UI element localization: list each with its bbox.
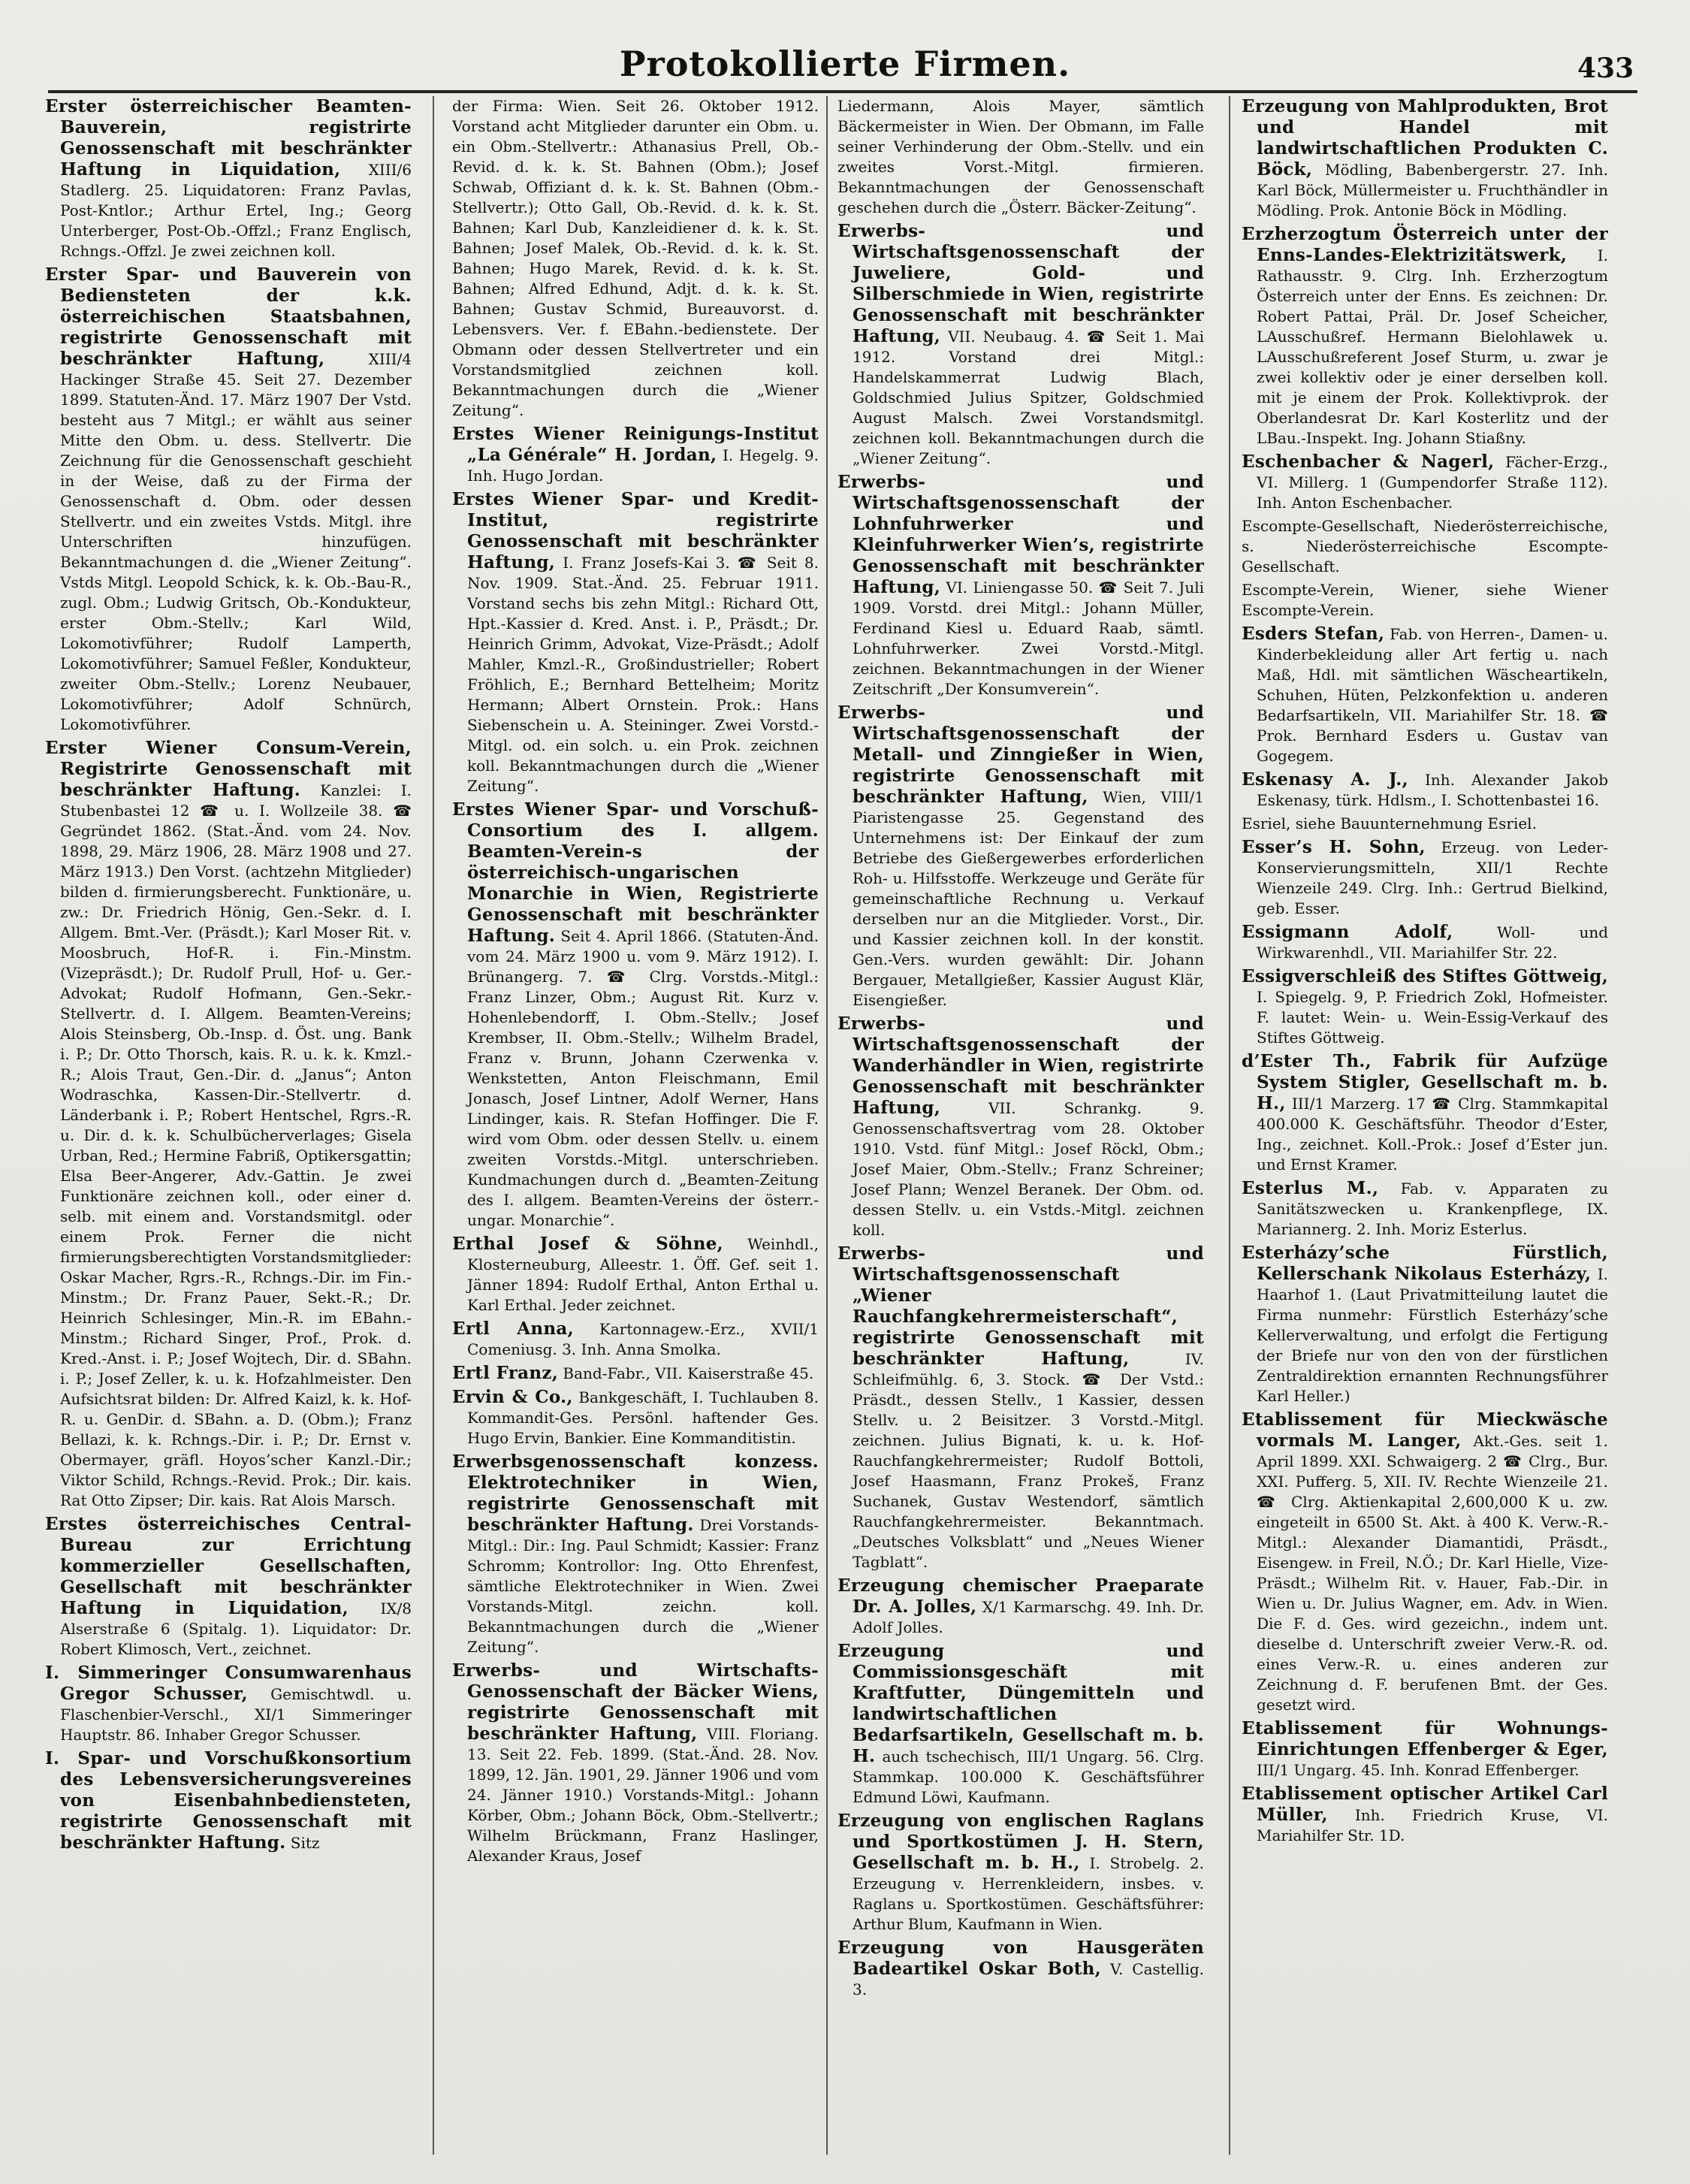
directory-entry xyxy=(837,1641,1204,1808)
firm-details: IV. Schleifmühlg. 6, 3. Stock. ☎ Der Vstd.: Präsdt., dessen Stellv., 1 Kassier, dessen Stellv. u. 2 Beisitzer. 3 Vorstd.-Mitgl. zeichnen. Julius Bignati, k. u. k. Hof-Rauchfangkehrermeister; Rudolf Bottoli, Josef Haasmann, Franz Prokeš, Franz Suchanek, Gustav Westendorf, sämtlich Rauchfangkehrermeister. Bekanntmach. „Deutsches Volksblatt“ und „Neues Wiener Tagblatt“. xyxy=(853,1350,1204,1571)
directory-entry xyxy=(1242,814,1608,834)
page-title: Protokollierte Firmen. xyxy=(619,44,1071,84)
firm-details: VI. Liniengasse 50. ☎ Seit 7. Juli 1909. Vorstd. drei Mitgl.: Johann Müller, Ferdinand Kiesl u. Eduard Raab, sämtl. Lohnfuhrwerker. Zwei Vorstd.-Mitgl. zeichnen. Bekanntmachungen in der Wiener Zeitschrift „Der Konsumverein“. xyxy=(853,578,1204,698)
firm-name: Erster Spar- und Bauverein von Bediensteten der k.k. österreichischen Staatsbahnen, registrirte Genossenschaft mit beschränkter Haftung, xyxy=(45,264,412,369)
directory-entry xyxy=(45,1663,412,1745)
directory-entry xyxy=(1242,1718,1608,1781)
firm-name: I. Simmeringer Consumwarenhaus Gregor Schusser, xyxy=(45,1663,412,1704)
firm-details: VIII. Floriang. 13. Seit 22. Feb. 1899. (Stat.-Änd. 28. Nov. 1899, 12. Jän. 1901, 29. Jänner 1906 und vom 24. Jänner 1910.) Vorstands-Mitgl.: Johann Körber, Obm.; Johann Böck, Obm.-Stellvertr.; Wilhelm Brückmann, Franz Haslinger, Alexander Kraus, Josef xyxy=(467,1725,819,1865)
firm-name: Eskenasy A. J., xyxy=(1242,769,1408,790)
directory-entry xyxy=(1242,1784,1608,1846)
directory-entry xyxy=(45,1514,412,1660)
firm-name: Essigmann Adolf, xyxy=(1242,922,1453,942)
directory-entry xyxy=(837,702,1204,1010)
firm-name: Erthal Josef & Söhne, xyxy=(452,1234,723,1254)
firm-name: Erwerbs- und Wirtschaftsgenossenschaft der Lohnfuhrwerker und Kleinfuhrwerker Wien’s, registrirte Genossenschaft mit beschränkter Haftung, xyxy=(837,472,1204,597)
header-rule xyxy=(48,90,1637,93)
directory-entry xyxy=(452,1451,819,1657)
firm-name: Erster österreichischer Beamten-Bauverein, registrirte Genossenschaft mit beschränkter Haftung in Liquidation, xyxy=(45,96,412,180)
firm-details: XIII/4 Hackinger Straße 45. Seit 27. Dezember 1899. Statuten-Änd. 17. März 1907 Der Vstd. besteht aus 7 Mitgl.; er wählt aus seiner Mitte den Obm. u. dess. Stellvertr. Die Zeichnung für die Genossenschaft geschieht in der Weise, daß zu der Firma der Genossenschaft d. Obm. oder dessen Stellvertr. und ein zweites Vstds. Mitgl. ihre Unterschriften hinzufügen. Bekanntmachungen d. die „Wiener Zeitung“. Vstds Mitgl. Leopold Schick, k. k. Ob.-Bau-R., zugl. Obm.; Ludwig Gritsch, Ob.-Kondukteur, erster Obm.-Stellv.; Karl Wild, Lokomotivführer; Rudolf Lamperth, Lokomotivführer; Samuel Feßler, Kondukteur, zweiter Obm.-Stellv.; Lorenz Neubauer, Lokomotivführer; Adolf Schnürch, Lokomotivführer. xyxy=(60,350,412,733)
directory-entry xyxy=(452,1319,819,1360)
firm-details: Bankgeschäft, I. Tuchlauben 8. Kommandit-Ges. Persönl. haftender Ges. Hugo Ervin, Bankier. Eine Kommanditistin. xyxy=(467,1388,819,1447)
firm-details: Kartonnagew.-Erz., XVII/1 Comeniusg. 3. Inh. Anna Smolka. xyxy=(467,1320,819,1358)
directory-entry xyxy=(837,1575,1204,1638)
firm-details: I. Rathausstr. 9. Clrg. Inh. Erzherzogtum Österreich unter der Enns. Es zeichnen: Dr. Robert Pattai, Präl. Dr. Josef Scheicher, LAusschußref. Hermann Bielohlawek u. LAusschußreferent Josef Sturm, u. zwar je zwei kollektiv oder je einer derselben koll. mit je einem der Prok. Kollektivprok. der Oberlandesrat Dr. Karl Kosterlitz und der LBau.-Inspekt. Ing. Johann Stiaßny. xyxy=(1257,246,1608,447)
directory-entry xyxy=(1242,769,1608,811)
firm-details: X/1 Karmarschg. 49. Inh. Dr. Adolf Jolles. xyxy=(853,1598,1204,1636)
directory-entry xyxy=(837,1811,1204,1935)
firm-details: III/1 Ungarg. 45. Inh. Konrad Effenberger. xyxy=(1257,1761,1580,1779)
firm-details: V. Castellig. 3. xyxy=(853,1960,1204,1998)
column-3 xyxy=(837,96,1204,2155)
firm-details: Fab. von Herren-, Damen- u. Kinderbekleidung aller Art fertig u. nach Maß, Hdl. mit sämtlichen Wäscheartikeln, Schuhen, Hüten, Pelzkonfektion u. anderen Bedarfsartikeln, VII. Mariahilfer Str. 18. ☎ Prok. Bernhard Esders u. Gustav van Gogegem. xyxy=(1257,625,1608,765)
firm-name: Erzeugung und Commissionsgeschäft mit Kraftfutter, Düngemitteln und landwirtschaftlichen Bedarfsartikeln, Gesellschaft m. b. H. xyxy=(837,1641,1204,1766)
firm-name: Ertl Franz, xyxy=(452,1363,559,1383)
firm-details: Fab. v. Apparaten zu Sanitätszwecken u. Krankenpflege, IX. Mariannerg. 2. Inh. Moriz Esterlus. xyxy=(1257,1180,1608,1238)
directory-entry xyxy=(45,1748,412,1853)
directory-entry xyxy=(1242,1051,1608,1175)
firm-details: Liedermann, Alois Mayer, sämtlich Bäckermeister in Wien. Der Obmann, im Falle seiner Verhinderung der Obm.-Stellv. und ein zweites Vorst.-Mitgl. firmieren. Bekanntmachungen der Genossenschaft geschehen durch die „Österr. Bäcker-Zeitung“. xyxy=(837,97,1204,216)
directory-entry xyxy=(45,96,412,261)
directory-entry xyxy=(452,424,819,486)
firm-name: Erwerbs- und Wirtschaftsgenossenschaft der Metall- und Zinngießer in Wien, registrirte Genossenschaft mit beschränkter Haftung, xyxy=(837,702,1204,807)
firm-details: Seit 4. April 1866. (Statuten-Änd. vom 24. März 1900 u. vom 9. März 1912). I. Brünangerg. 7. ☎ Clrg. Vorstds.-Mitgl.: Franz Linzer, Obm.; August Rit. Kurz v. Hohenlebendorff, I. Obm.-Stellv.; Josef Krembser, II. Obm.-Stellv.; Wilhelm Bradel, Franz v. Brunn, Johann Czerwenka v. Wenkstetten, Anton Fleischmann, Emil Jonasch, Josef Lintner, Adolf Werner, Hans Lindinger, kais. R. Stefan Hoffinger. Die F. wird vom Obm. oder dessen Stellv. u. einem zweiten Vorstds.-Mitgl. unterschrieben. Kundmachungen durch d. „Beamten-Zeitung des I. allgem. Beamten-Vereins der österr.-ungar. Monarchie“. xyxy=(467,927,819,1229)
firm-name: Ervin & Co., xyxy=(452,1387,573,1407)
firm-details: VII. Schrankg. 9. Genossenschaftsvertrag vom 28. Oktober 1910. Vstd. fünf Mitgl.: Josef Röckl, Obm.; Josef Maier, Obm.-Stellv.; Franz Schreiner; Josef Plann; Wenzel Beranek. Der Obm. od. dessen Stellv. u. ein Vstds.-Mitgl. zeichnen koll. xyxy=(853,1099,1204,1239)
firm-details: I. Haarhof 1. (Laut Privatmitteilung lautet die Firma nunmehr: Fürstlich Esterházy’sche Kellerverwaltung, und erfolgt die Fertigung der Briefe nur von den von der fürstlichen Zentraldirektion ernannten Rechnungsführer Karl Heller.) xyxy=(1257,1265,1608,1405)
firm-name: Essigverschleiß des Stiftes Göttweig, xyxy=(1242,966,1608,986)
firm-name: d’Ester Th., Fabrik für Aufzüge System Stigler, Gesellschaft m. b. H., xyxy=(1242,1051,1608,1113)
firm-name: Ertl Anna, xyxy=(452,1319,574,1339)
directory-entry xyxy=(452,1387,819,1448)
firm-name: Etablissement für Mieckwäsche vormals M. Langer, xyxy=(1242,1409,1608,1451)
firm-name: Esser’s H. Sohn, xyxy=(1242,837,1426,857)
firm-name: Erstes Wiener Reinigungs-Institut „La Générale“ H. Jordan, xyxy=(452,424,819,465)
firm-name: Etablissement optischer Artikel Carl Müller, xyxy=(1242,1784,1608,1825)
firm-details: Drei Vorstands-Mitgl.: Dir.: Ing. Paul Schmidt; Kassier: Franz Schromm; Kontrollor: Ing. Otto Ehrenfest, sämtliche Elektrotechniker in Wien. Zwei Vorstands-Mitgl. zeichn. koll. Bekanntmachungen durch die „Wiener Zeitung“. xyxy=(467,1516,819,1656)
firm-details: Gemischtwdl. u. Flaschenbier-Verschl., XI/1 Simmeringer Hauptstr. 86. Inhaber Gregor Schusser. xyxy=(60,1685,412,1744)
directory-entry xyxy=(452,799,819,1231)
column-1 xyxy=(45,96,412,2155)
directory-entry xyxy=(837,96,1204,218)
directory-entry xyxy=(1242,837,1608,919)
firm-name: Erwerbs- und Wirtschaftsgenossenschaft der Juweliere, Gold- und Silberschmiede in Wien, registrirte Genossenschaft mit beschränkter Haftung, xyxy=(837,221,1204,346)
directory-entry xyxy=(1242,1409,1608,1715)
firm-details: der Firma: Wien. Seit 26. Oktober 1912. Vorstand acht Mitglieder darunter ein Obm. u. ein Obm.-Stellvertr.: Athanasius Prell, Ob.-Revid. d. k. k. St. Bahnen (Obm.); Josef Schwab, Offiziant d. k. k. St. Bahnen (Obm.-Stellvertr.); Otto Gall, Ob.-Revid. d. k. k. St. Bahnen; Karl Dub, Kanzleidiener d. k. k. St. Bahnen; Josef Malek, Ob.-Revid. d. k. k. St. Bahnen; Hugo Marek, Revid. d. k. k. St. Bahnen; Alfred Edhund, Adjt. d. k. k. St. Bahnen; Gustav Schmid, Bureauvorst. d. Lebensvers. Ver. f. EBahn.-bedienstete. Der Obmann oder dessen Stellvertreter und ein Vorstandsmitglied zeichnen koll. Bekanntmachungen durch die „Wiener Zeitung“. xyxy=(452,97,819,419)
firm-name: Esterlus M., xyxy=(1242,1178,1379,1198)
directory-entry xyxy=(45,738,412,1511)
directory-entry xyxy=(1242,580,1608,621)
firm-name: Esders Stefan, xyxy=(1242,624,1385,644)
directory-entry xyxy=(452,1363,819,1384)
page-number: 433 xyxy=(1577,53,1634,84)
firm-details: III/1 Marzerg. 17 ☎ Clrg. Stammkapital 400.000 K. Geschäftsführ. Theodor d’Ester, Ing., zeichnet. Koll.-Prok.: Josef d’Ester jun. und Ernst Kramer. xyxy=(1257,1095,1608,1174)
firm-details: Band-Fabr., VII. Kaiserstraße 45. xyxy=(563,1364,814,1382)
column-4 xyxy=(1242,96,1608,2155)
firm-name: Erwerbs- und Wirtschaftsgenossenschaft „Wiener Rauchfangkehrermeisterschaft“, registrirte Genossenschaft mit beschränkter Haftung, xyxy=(837,1243,1204,1369)
firm-name: Etablissement für Wohnungs-Einrichtungen Effenberger & Eger, xyxy=(1242,1718,1608,1760)
directory-entry xyxy=(837,1938,1204,2000)
firm-name: Eschenbacher & Nagerl, xyxy=(1242,452,1495,472)
column-divider xyxy=(433,96,434,2155)
directory-entry xyxy=(1242,224,1608,449)
firm-details: Fächer-Erzg., VI. Millerg. 1 (Gumpendorfer Straße 112). Inh. Anton Eschenbacher. xyxy=(1257,453,1608,512)
firm-name: Erster Wiener Consum-Verein, Registrirte Genossenschaft mit beschränkter Haftung. xyxy=(45,738,412,800)
directory-entry xyxy=(452,1234,819,1316)
directory-entry xyxy=(1242,452,1608,513)
firm-details: Inh. Alexander Jakob Eskenasy, türk. Hdlsm., I. Schottenbastei 16. xyxy=(1257,771,1608,809)
firm-name: Erzeugung von Hausgeräten Badeartikel Oskar Both, xyxy=(837,1938,1204,1979)
firm-name: Erzeugung von Mahlprodukten, Brot und Handel mit landwirtschaftlichen Produkten C. Böck, xyxy=(1242,96,1608,180)
firm-details: I. Hegelg. 9. Inh. Hugo Jordan. xyxy=(467,446,819,485)
firm-details: Inh. Friedrich Kruse, VI. Mariahilfer Str. 1D. xyxy=(1257,1806,1608,1844)
directory-entry xyxy=(837,472,1204,699)
directory-entry xyxy=(45,264,412,735)
firm-details: I. Franz Josefs-Kai 3. ☎ Seit 8. Nov. 1909. Stat.-Änd. 25. Februar 1911. Vorstand sechs bis zehn Mitgl.: Richard Ott, Hpt.-Kassier d. Kred. Anst. i. P., Präsdt.; Dr. Heinrich Grimm, Advokat, Vize-Präsdt.; Adolf Mahler, Kmzl.-R., Großindustrieller; Robert Fröhlich, E.; Bernhard Bettelheim; Moritz Hermann; Albert Ornstein. Prok.: Hans Siebenschein u. A. Steininger. Zwei Vorstd.-Mitgl. od. ein solch. u. ein Prok. zeichnen koll. Bekanntmachungen durch die „Wiener Zeitung“. xyxy=(467,554,819,795)
firm-details: I. Strobelg. 2. Erzeugung v. Herrenkleidern, insbes. v. Raglans u. Sportkostümen. Geschäftsführer: Arthur Blum, Kaufmann in Wien. xyxy=(853,1854,1204,1933)
firm-details: Mödling, Babenbergerstr. 27. Inh. Karl Böck, Müllermeister u. Fruchthändler in Mödling. Prok. Antonie Böck in Mödling. xyxy=(1257,161,1608,219)
firm-details: Escompte-Verein, Wiener, siehe Wiener Escompte-Verein. xyxy=(1242,581,1608,619)
directory-entry xyxy=(837,1243,1204,1572)
column-divider xyxy=(1229,96,1230,2155)
directory-entry xyxy=(1242,966,1608,1048)
firm-details: Akt.-Ges. seit 1. April 1899. XXI. Schwaigerg. 2 ☎ Clrg., Bur. XXI. Pufferg. 5, XII. IV. Rechte Wienzeile 21. ☎ Clrg. Aktienkapital 2,600,000 K u. zw. eingeteilt in 6500 St. Akt. à 400 K. Verw.-R.-Mitgl.: Alexander Diamantidi, Präsdt., Eisengew. in Freil, N.Ö.; Dr. Karl Hielle, Vize-Präsdt.; Wilhelm Rit. v. Hauer, Fab.-Dir. in Wien u. Dr. Julius Wagner, em. Adv. in Wien. Die F. d. Ges. wird gezeichn., indem unt. dieselbe d. Unterschrift zweier Verw.-R. od. eines Verw.-R. u. eines anderen zur Zeichnung d. F. berufenen Bmt. der Ges. gesetzt wird. xyxy=(1257,1432,1608,1714)
firm-name: Erstes Wiener Spar- und Vorschuß-Consortium des I. allgem. Beamten-Verein-s der österreichisch-ungarischen Monarchie in Wien, Registrierte Genossenschaft mit beschränkter Haftung. xyxy=(452,799,819,946)
firm-name: Esterházy’sche Fürstlich, Kellerschank Nikolaus Esterházy, xyxy=(1242,1243,1608,1284)
firm-details: IX/8 Alserstraße 6 (Spitalg. 1). Liquidator: Dr. Robert Klimosch, Vert., zeichnet. xyxy=(60,1599,412,1658)
firm-details: Kanzlei: I. Stubenbastei 12 ☎ u. I. Wollzeile 38. ☎ Gegründet 1862. (Stat.-Änd. vom 24. Nov. 1898, 29. März 1906, 28. März 1908 und 27. März 1913.) Den Vorst. (achtzehn Mitglieder) bilden d. firmierungsberecht. Funktionäre, u. zw.: Dr. Friedrich Hönig, Gen.-Sekr. d. I. Allgem. Bmt.-Ver. (Präsdt.); Karl Moser Rit. v. Moosbruch, Hof-R. i. Fin.-Minstm. (Vizepräsdt.); Dr. Rudolf Prull, Hof- u. Ger.-Advokat; Rudolf Hofmann, Gen.-Sekr.-Stellvertr. d. I. Allgem. Beamten-Vereins; Alois Steinsberg, Ob.-Insp. d. Öst. ung. Bank i. P.; Dr. Otto Thorsch, kais. R. u. k. k. Kmzl.-R.; Alois Traut, Gen.-Dir. d. „Janus“; Anton Wodraschka, Kassen-Dir.-Stellvertr. d. Länderbank i. P.; Robert Hentschel, Rgrs.-R. u. Dir. d. k. k. Schulbücherverlages; Gisela Urban, Red.; Hermine Fabriß, Optikersgattin; Elsa Beer-Angerer, Adv.-Gattin. Je zwei Funktionäre zeichnen koll., oder einer d. selb. mit einem and. Vorstandsmitgl. oder einem Prok. Ferner die nicht firmierungsberechtigten Vorstandsmitglieder: Oskar Macher, Rgrs.-R., Rchngs.-Dir. im Fin.-Minstm.; Dr. Franz Pauer, Sekt.-R.; Dr. Heinrich Schlesinger, Min.-R. im EBahn.-Minstm.; Richard Singer, Prof., Prok. d. Kred.-Anst. i. P.; Josef Wojtech, Dir. d. SBahn. i. P.; Josef Zeller, k. u. k. Hofzahlmeister. Den Aufsichtsrat bilden: Dr. Alfred Kaizl, k. k. Hof-R. u. GenDir. d. SBahn. a. D. (Obm.); Franz Bellazi, k. k. Rchngs.-Dir. i. P.; Dr. Ernst v. Obermayer, gräfl. Hoyos’scher Kanzl.-Dir.; Viktor Schild, Rchngs.-Revid. Prok.; Dir. kais. Rat Otto Zipser; Dir. kais. Rat Alois Marsch. xyxy=(60,781,412,1509)
firm-details: Erzeug. von Leder-Konservierungsmitteln, XII/1 Rechte Wienzeile 249. Clrg. Inh.: Gertrud Bielkind, geb. Esser. xyxy=(1257,838,1608,917)
firm-name: Erzeugung chemischer Praeparate Dr. A. Jolles, xyxy=(837,1575,1204,1617)
column-divider xyxy=(826,96,828,2155)
firm-name: Erzeugung von englischen Raglans und Sportkostümen J. H. Stern, Gesellschaft m. b. H., xyxy=(837,1811,1204,1873)
firm-name: Erzherzogtum Österreich unter der Enns-Landes-Elektrizitätswerk, xyxy=(1242,224,1608,265)
firm-details: auch tschechisch, III/1 Ungarg. 56. Clrg. Stammkap. 100.000 K. Geschäftsführer Edmund Löwi, Kaufmann. xyxy=(853,1748,1204,1806)
directory-entry xyxy=(452,1660,819,1866)
directory-entry xyxy=(1242,1178,1608,1240)
firm-details: Woll- und Wirkwarenhdl., VII. Mariahilfer Str. 22. xyxy=(1257,923,1608,962)
directory-entry xyxy=(1242,922,1608,963)
firm-details: Escompte-Gesellschaft, Niederösterreichische, s. Niederösterreichische Escompte-Gesellschaft. xyxy=(1242,517,1608,575)
firm-name: Erstes Wiener Spar- und Kredit-Institut, registrirte Genossenschaft mit beschränkter Haftung, xyxy=(452,489,819,572)
firm-name: Erwerbsgenossenschaft konzess. Elektrotechniker in Wien, registrirte Genossenschaft mit beschränkter Haftung. xyxy=(452,1451,819,1535)
directory-entry xyxy=(452,489,819,796)
directory-entry xyxy=(1242,516,1608,577)
directory-entry xyxy=(837,1013,1204,1240)
firm-details: XIII/6 Stadlerg. 25. Liquidatoren: Franz Pavlas, Post-Kntlor.; Arthur Ertel, Ing.; Georg Unterberger, Post-Ob.-Offzl.; Franz Englisch, Rchngs.-Offzl. Je zwei zeichnen koll. xyxy=(60,161,412,260)
directory-entry xyxy=(1242,1243,1608,1406)
directory-entry xyxy=(1242,96,1608,221)
firm-details: Weinhdl., Klosterneuburg, Alleestr. 1. Öff. Gef. seit 1. Jänner 1894: Rudolf Erthal, Anton Erthal u. Karl Erthal. Jeder zeichnet. xyxy=(467,1235,819,1314)
firm-details: Sitz xyxy=(290,1834,320,1852)
firm-name: Erwerbs- und Wirtschaftsgenossenschaft der Wanderhändler in Wien, registrirte Genossenschaft mit beschränkter Haftung, xyxy=(837,1013,1204,1118)
firm-details: VII. Neubaug. 4. ☎ Seit 1. Mai 1912. Vorstand drei Mitgl.: Handelskammerrat Ludwig Blach, Goldschmied Julius Spitzer, Goldschmied August Malsch. Zwei Vorstandsmitgl. zeichnen koll. Bekanntmachungen durch die „Wiener Zeitung“. xyxy=(853,328,1204,467)
column-2 xyxy=(452,96,819,2155)
directory-entry xyxy=(1242,624,1608,766)
directory-entry xyxy=(452,96,819,421)
firm-details: Wien, VIII/1 Piaristengasse 25. Gegenstand des Unternehmens ist: Der Einkauf der zum Betriebe des Gießergewerbes erforderlichen Roh- u. Hilfsstoffe. Werkzeuge und Geräte für gemeinschaftliche Rechnung u. Verkauf derselben nur an die Mitglieder. Vorst., Dir. und Kassier zeichnen koll. In der konstit. Gen.-Vers. wurden gewählt: Dir. Johann Bergauer, Metallgießer, Kassier August Klär, Eisengießer. xyxy=(853,788,1204,1009)
directory-entry xyxy=(837,221,1204,469)
firm-details: I. Spiegelg. 9, P. Friedrich Zokl, Hofmeister. F. lautet: Wein- u. Wein-Essig-Verkauf des Stiftes Göttweig. xyxy=(1257,988,1608,1047)
firm-name: Erstes österreichisches Central-Bureau zur Errichtung kommerzieller Gesellschaften, Gesellschaft mit beschränkter Haftung in Liquidation, xyxy=(45,1514,412,1618)
firm-details: Esriel, siehe Bauunternehmung Esriel. xyxy=(1242,814,1537,832)
firm-name: Erwerbs- und Wirtschafts-Genossenschaft der Bäcker Wiens, registrirte Genossenschaft mit beschränkter Haftung, xyxy=(452,1660,819,1744)
firm-name: I. Spar- und Vorschußkonsortium des Lebensversicherungsvereines von Eisenbahnbediensteten, registrirte Genossenschaft mit beschränkter Haftung. xyxy=(45,1748,412,1853)
